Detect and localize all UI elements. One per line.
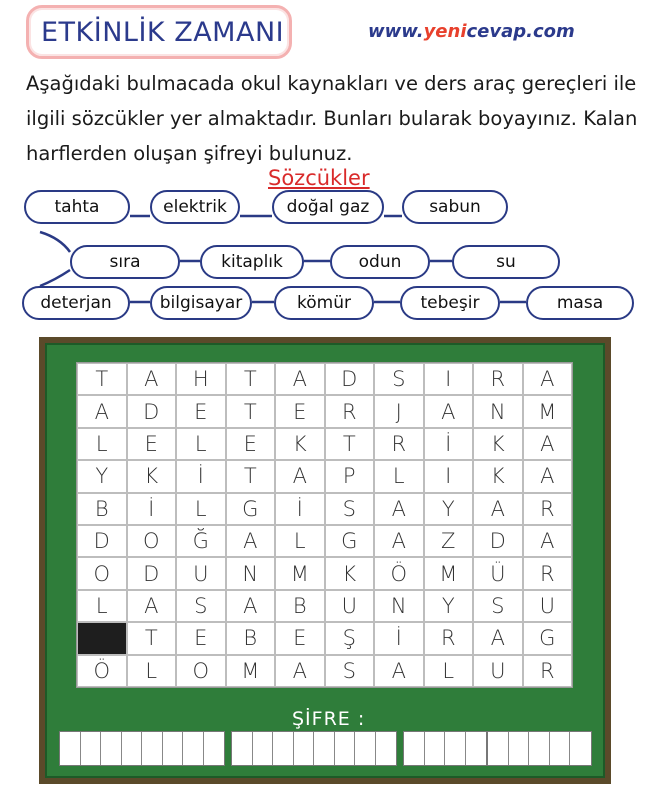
grid-cell[interactable]: U	[325, 590, 375, 622]
grid-cell[interactable]: L	[424, 655, 474, 687]
grid-cell[interactable]: Y	[424, 493, 474, 525]
grid-cell[interactable]: İ	[176, 460, 226, 492]
grid-cell[interactable]: İ	[127, 493, 177, 525]
word-pill: kitaplık	[200, 245, 304, 279]
grid-cell[interactable]: U	[473, 655, 523, 687]
grid-cell[interactable]: A	[523, 363, 573, 395]
grid-cell[interactable]: E	[176, 622, 226, 654]
grid-cell[interactable]: Ğ	[176, 525, 226, 557]
grid-cell[interactable]: L	[275, 525, 325, 557]
grid-cell[interactable]: S	[374, 363, 424, 395]
grid-cell[interactable]: S	[176, 590, 226, 622]
grid-cell[interactable]: R	[325, 395, 375, 427]
grid-cell[interactable]: A	[226, 525, 276, 557]
word-pill: kömür	[274, 286, 374, 320]
grid-cell[interactable]: N	[226, 557, 276, 589]
grid-cell[interactable]: Ş	[325, 622, 375, 654]
grid-cell[interactable]: L	[176, 493, 226, 525]
grid-cell[interactable]: E	[127, 428, 177, 460]
grid-cell[interactable]: R	[424, 622, 474, 654]
answer-box[interactable]	[488, 732, 509, 765]
word-pill: sıra	[70, 245, 180, 279]
grid-cell[interactable]: P	[325, 460, 375, 492]
answer-box[interactable]	[142, 732, 163, 765]
grid-cell[interactable]: Y	[424, 590, 474, 622]
grid-cell[interactable]: A	[275, 460, 325, 492]
grid-cell[interactable]: M	[523, 395, 573, 427]
site-suffix: cevap.com	[466, 21, 575, 42]
word-search-grid	[76, 362, 573, 688]
answer-box[interactable]	[101, 732, 122, 765]
answer-box[interactable]	[60, 732, 81, 765]
grid-cell[interactable]: A	[127, 363, 177, 395]
grid-cell[interactable]: E	[275, 395, 325, 427]
word-pill: bilgisayar	[150, 286, 252, 320]
instruction-text: Aşağıdaki bulmacada okul kaynakları ve ders araç gereçleri ile ilgili sözcükler yer almaktadır. Bunları bularak boyayınız. Kalan harflerden oluşan şifreyi bulunuz.	[26, 72, 638, 165]
grid-cell[interactable]: G	[226, 493, 276, 525]
answer-group	[59, 731, 225, 766]
grid-cell[interactable]: M	[226, 655, 276, 687]
grid-cell[interactable]: Y	[77, 460, 127, 492]
grid-cell[interactable]: A	[374, 655, 424, 687]
grid-cell[interactable]: A	[523, 460, 573, 492]
grid-cell[interactable]: T	[325, 428, 375, 460]
word-pill: tebeşir	[400, 286, 500, 320]
grid-cell[interactable]: E	[176, 395, 226, 427]
grid-cell[interactable]: A	[127, 590, 177, 622]
answer-box[interactable]	[81, 732, 102, 765]
grid-cell[interactable]: K	[473, 428, 523, 460]
word-pill: sabun	[402, 190, 508, 224]
grid-cell[interactable]: D	[77, 525, 127, 557]
grid-cell[interactable]: B	[77, 493, 127, 525]
answer-group	[403, 731, 487, 766]
answer-box[interactable]	[294, 732, 315, 765]
answer-box[interactable]	[314, 732, 335, 765]
grid-cell[interactable]: K	[325, 557, 375, 589]
grid-cell[interactable]: I	[424, 363, 474, 395]
grid-cell[interactable]: R	[523, 557, 573, 589]
answer-box[interactable]	[204, 732, 225, 765]
grid-cell[interactable]: G	[325, 525, 375, 557]
answer-box[interactable]	[425, 732, 446, 765]
grid-cell[interactable]: A	[473, 622, 523, 654]
grid-cell[interactable]: R	[473, 363, 523, 395]
site-mid: yeni	[423, 21, 467, 42]
grid-cell[interactable]: İ	[275, 493, 325, 525]
grid-cell[interactable]: A	[424, 395, 474, 427]
answer-box[interactable]	[570, 732, 591, 765]
grid-cell[interactable]: Ö	[374, 557, 424, 589]
grid-cell[interactable]: A	[77, 395, 127, 427]
word-pill: masa	[526, 286, 634, 320]
grid-cell[interactable]: Ü	[473, 557, 523, 589]
grid-cell[interactable]: İ	[374, 622, 424, 654]
grid-cell[interactable]: N	[473, 395, 523, 427]
grid-cell[interactable]: O	[77, 557, 127, 589]
grid-cell[interactable]: T	[127, 622, 177, 654]
word-pill: tahta	[24, 190, 130, 224]
grid-cell[interactable]: A	[374, 525, 424, 557]
grid-cell[interactable]: A	[275, 363, 325, 395]
grid-cell[interactable]: O	[127, 525, 177, 557]
answer-box[interactable]	[163, 732, 184, 765]
site-watermark	[368, 21, 575, 42]
grid-cell[interactable]: M	[424, 557, 474, 589]
answer-box[interactable]	[445, 732, 466, 765]
grid-cell[interactable]: L	[374, 460, 424, 492]
grid-cell[interactable]: Ö	[77, 655, 127, 687]
grid-cell[interactable]: A	[374, 493, 424, 525]
grid-cell[interactable]: D	[127, 557, 177, 589]
grid-cell[interactable]: S	[325, 655, 375, 687]
grid-cell[interactable]: U	[176, 557, 226, 589]
answer-box[interactable]	[273, 732, 294, 765]
grid-cell[interactable]: K	[275, 428, 325, 460]
grid-cell[interactable]: A	[275, 655, 325, 687]
grid-cell[interactable]: B	[275, 590, 325, 622]
answer-group	[231, 731, 397, 766]
answer-box[interactable]	[355, 732, 376, 765]
grid-cell[interactable]: K	[473, 460, 523, 492]
grid-cell[interactable]: L	[127, 655, 177, 687]
grid-cell[interactable]: R	[374, 428, 424, 460]
word-pill: odun	[330, 245, 430, 279]
grid-cell[interactable]: L	[176, 428, 226, 460]
grid-cell[interactable]: N	[374, 590, 424, 622]
grid-cell[interactable]: T	[226, 460, 276, 492]
grid-cell[interactable]: J	[374, 395, 424, 427]
word-pill: elektrik	[150, 190, 240, 224]
word-pill: doğal gaz	[272, 190, 384, 224]
word-pill: deterjan	[22, 286, 130, 320]
answer-box[interactable]	[466, 732, 487, 765]
sifre-label: ŞİFRE :	[292, 708, 366, 730]
word-pill: su	[452, 245, 560, 279]
answer-box[interactable]	[232, 732, 253, 765]
answer-box[interactable]	[122, 732, 143, 765]
grid-cell[interactable]: M	[275, 557, 325, 589]
grid-cell[interactable]: L	[77, 428, 127, 460]
grid-cell[interactable]: S	[473, 590, 523, 622]
activity-title: ETKİNLİK ZAMANI	[26, 5, 292, 59]
grid-cell[interactable]: U	[523, 590, 573, 622]
grid-cell[interactable]: S	[325, 493, 375, 525]
grid-cell[interactable]: A	[523, 428, 573, 460]
answer-group	[487, 731, 592, 766]
grid-cell[interactable]: D	[325, 363, 375, 395]
grid-cell[interactable]: A	[473, 493, 523, 525]
grid-cell[interactable]: T	[77, 363, 127, 395]
grid-cell[interactable]: İ	[424, 428, 474, 460]
grid-cell[interactable]	[77, 622, 127, 654]
answer-box[interactable]	[183, 732, 204, 765]
grid-cell[interactable]: O	[176, 655, 226, 687]
answer-box[interactable]	[509, 732, 530, 765]
grid-cell[interactable]: T	[226, 363, 276, 395]
grid-cell[interactable]: T	[226, 395, 276, 427]
grid-cell[interactable]: E	[226, 428, 276, 460]
answer-box[interactable]	[529, 732, 550, 765]
grid-cell[interactable]: R	[523, 655, 573, 687]
words-title: Sözcükler	[268, 166, 370, 190]
grid-cell[interactable]: I	[424, 460, 474, 492]
grid-cell[interactable]: B	[226, 622, 276, 654]
answer-box[interactable]	[253, 732, 274, 765]
grid-cell[interactable]: D	[127, 395, 177, 427]
answer-box[interactable]	[404, 732, 425, 765]
answer-box[interactable]	[376, 732, 397, 765]
answer-box[interactable]	[335, 732, 356, 765]
site-prefix: www.	[368, 21, 424, 42]
grid-cell[interactable]: E	[275, 622, 325, 654]
grid-cell[interactable]: R	[523, 493, 573, 525]
grid-cell[interactable]: K	[127, 460, 177, 492]
grid-cell[interactable]: Z	[424, 525, 474, 557]
answer-box[interactable]	[550, 732, 571, 765]
grid-cell[interactable]: G	[523, 622, 573, 654]
grid-cell[interactable]: L	[77, 590, 127, 622]
grid-cell[interactable]: A	[226, 590, 276, 622]
grid-cell[interactable]: D	[473, 525, 523, 557]
grid-cell[interactable]: H	[176, 363, 226, 395]
grid-cell[interactable]: A	[523, 525, 573, 557]
